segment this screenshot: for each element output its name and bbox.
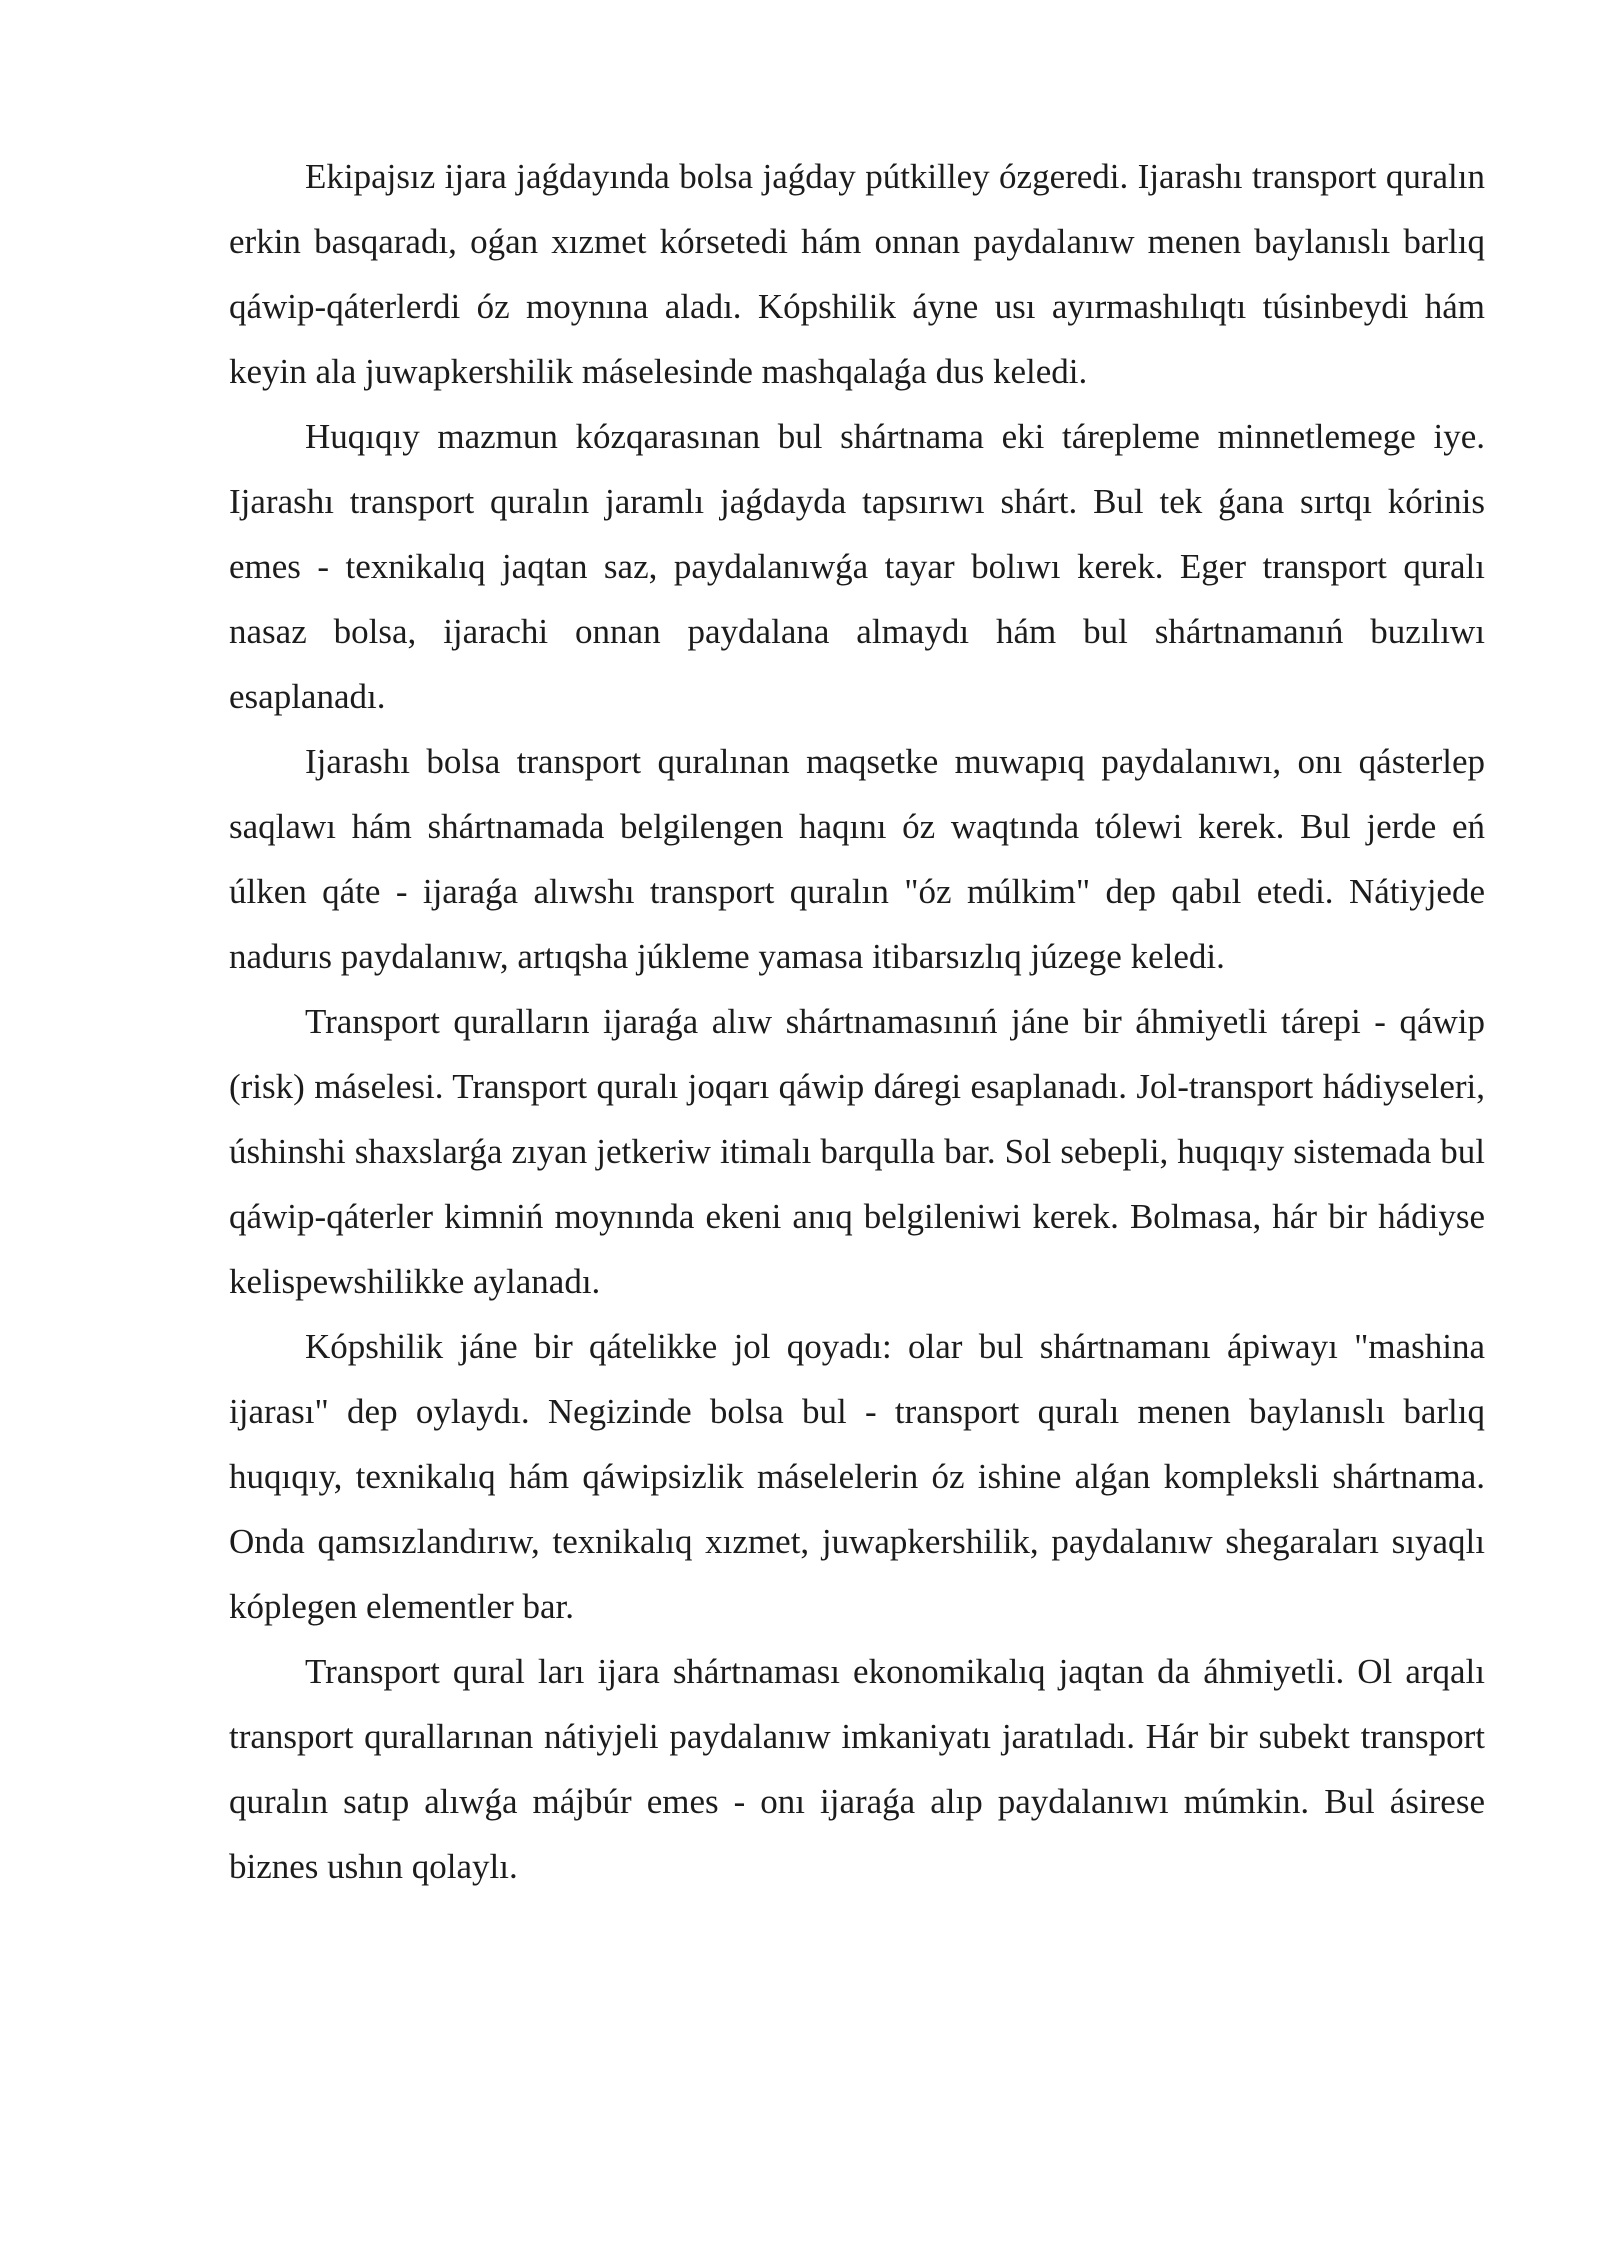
paragraph: Kópshilik jáne bir qátelikke jol qoyadı: olar bul shártnamanı ápiwayı "mashina ijarası" dep oylaydı. Negizinde bolsa bul - transport quralı menen baylanıslı barlıq huqıqıy, texnikalıq hám qáwipsizlik máselelerin óz ishine alǵan kompleksli shártnama. Onda qamsızlandırıw, texnikalıq xızmet, juwapkershilik, paydalanıw shegaraları sıyaqlı kóplegen elementler bar. — [229, 1327, 1485, 1626]
paragraph: Huqıqıy mazmun kózqarasınan bul shártnama eki tárepleme minnetlemege iye. Ijarashı transport quralın jaramlı jaǵdayda tapsırıwı shárt. Bul tek ǵana sırtqı kórinis emes - texnikalıq jaqtan saz, paydalanıwǵa tayar bolıwı kerek. Eger transport quralı nasaz bolsa, ijarachi onnan paydalana almaydı hám bul shártnamanıń buzılıwı esaplanadı. — [229, 417, 1485, 716]
paragraph: Transport qural ları ijara shártnaması ekonomikalıq jaqtan da áhmiyetli. Ol arqalı transport qurallarınan nátiyjeli paydalanıw imkaniyatı jaratıladı. Hár bir subekt transport quralın satıp alıwǵa májbúr emes - onı ijaraǵa alıp paydalanıwı múmkin. Bul ásirese biznes ushın qolaylı. — [229, 1652, 1485, 1886]
paragraph: Ekipajsız ijara jaǵdayında bolsa jaǵday pútkilley ózgeredi. Ijarashı transport quralın erkin basqaradı, oǵan xızmet kórsetedi hám onnan paydalanıw menen baylanıslı barlıq qáwip-qáterlerdi óz moynına aladı. Kópshilik áyne usı ayırmashılıqtı túsinbeydi hám keyin ala juwapkershilik máselesinde mashqalaǵa dus keledi. — [229, 157, 1485, 391]
paragraph: Transport quralların ijaraǵa alıw shártnamasınıń jáne bir áhmiyetli tárepi - qáwip (risk) máselesi. Transport quralı joqarı qáwip dáregi esaplanadı. Jol-transport hádiyseleri, úshinshi shaxslarǵa zıyan jetkeriw itimalı barqulla bar. Sol sebepli, huqıqıy sistemada bul qáwip-qáterler kimniń moynında ekeni anıq belgileniwi kerek. Bolmasa, hár bir hádiyse kelispewshilikke aylanadı. — [229, 1002, 1485, 1301]
document-body — [229, 144, 1485, 1899]
paragraph: Ijarashı bolsa transport quralınan maqsetke muwapıq paydalanıwı, onı qásterlep saqlawı hám shártnamada belgilengen haqını óz waqtında tólewi kerek. Bul jerde eń úlken qáte - ijaraǵa alıwshı transport quralın "óz múlkim" dep qabıl etedi. Nátiyjede nadurıs paydalanıw, artıqsha júkleme yamasa itibarsızlıq júzege keledi. — [229, 742, 1485, 976]
